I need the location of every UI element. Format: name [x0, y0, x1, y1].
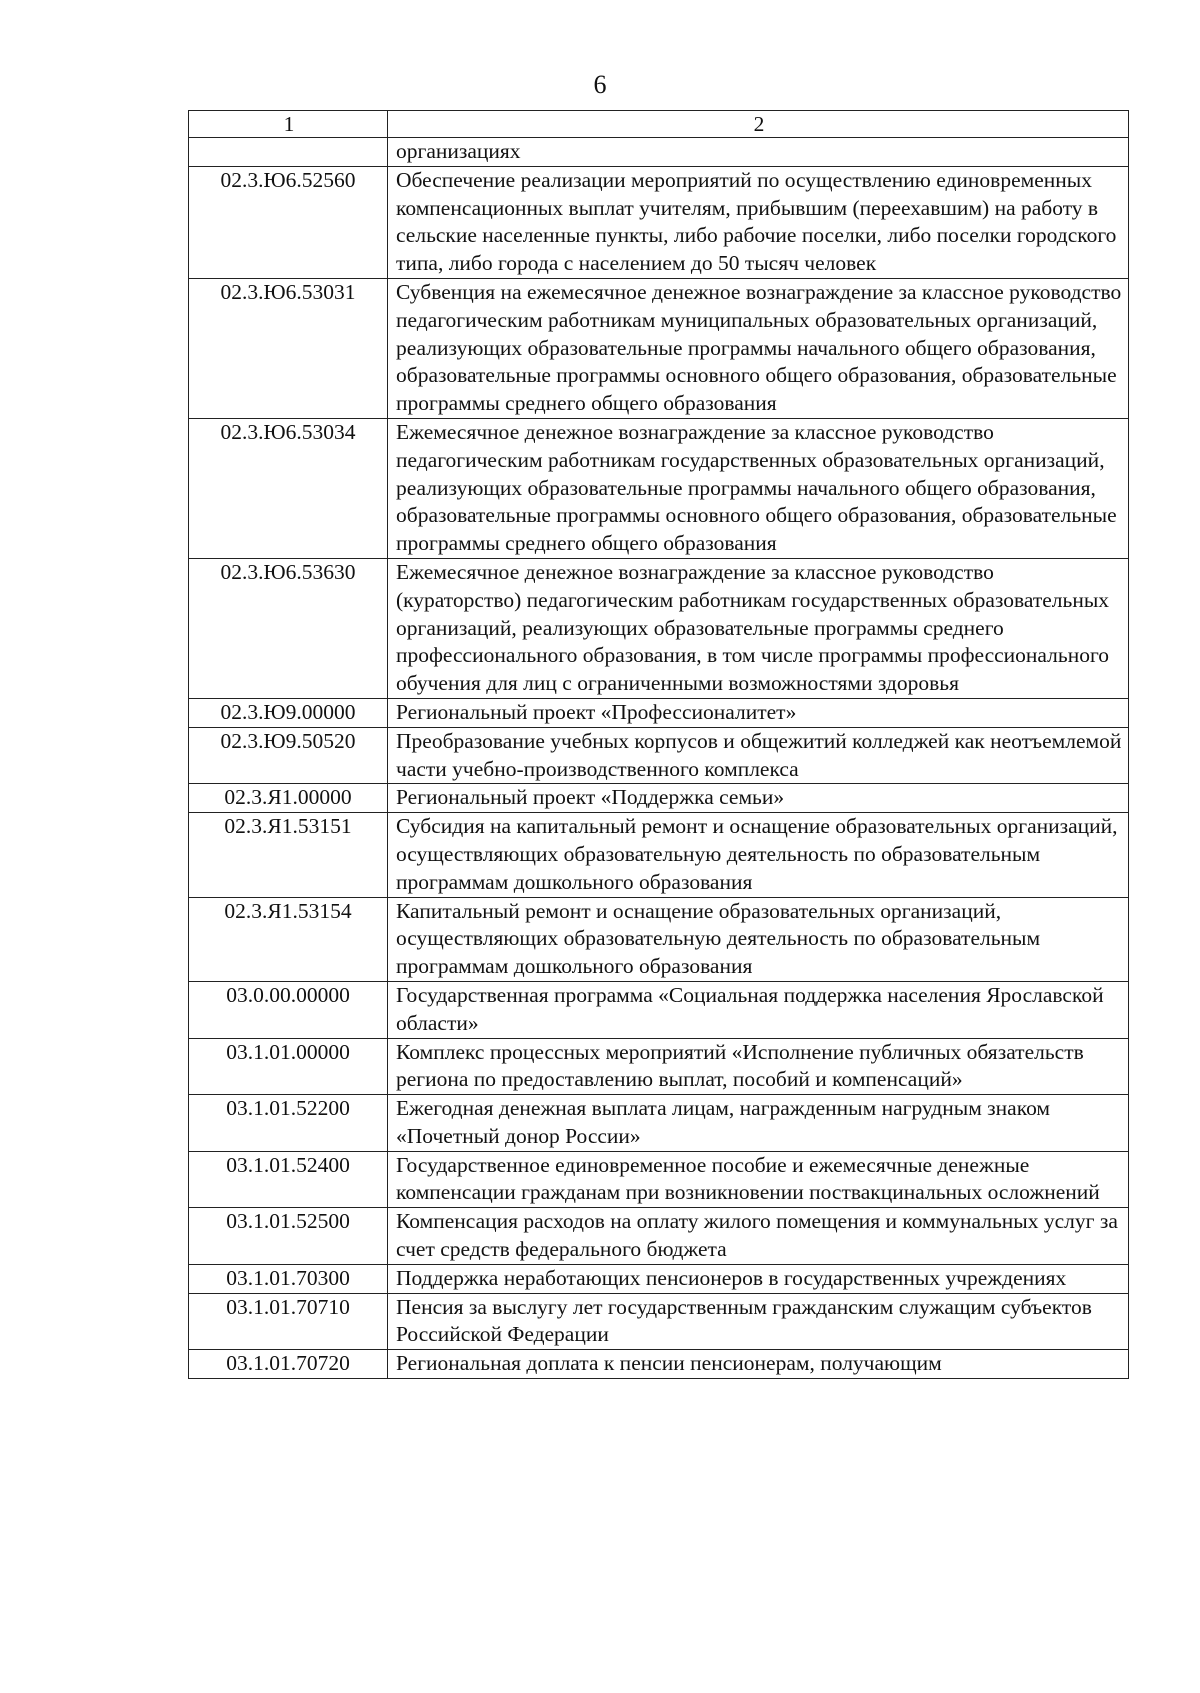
table-row [189, 1208, 1129, 1265]
page-number: 6 [593, 70, 607, 99]
column-header-description: 2 [388, 111, 1129, 138]
table-row [189, 1151, 1129, 1208]
row-code: 03.1.01.52400 [189, 1151, 388, 1208]
row-code [189, 138, 388, 167]
row-description: Субвенция на ежемесячное денежное вознаграждение за классное руководство педагогическим работникам муниципальных образовательных организаций, реализующих образовательные программы начального общего образования, образовательные программы основного общего образования, образовательные программы среднего общего образования [388, 278, 1129, 418]
column-header-code: 1 [189, 111, 388, 138]
row-description: Региональный проект «Поддержка семьи» [388, 784, 1129, 813]
table-row [189, 897, 1129, 981]
row-code: 02.3.Ю6.52560 [189, 166, 388, 278]
table-header-row [189, 111, 1129, 138]
row-description: Субсидия на капитальный ремонт и оснащение образовательных организаций, осуществляющих образовательную деятельность по образовательным программам дошкольного образования [388, 813, 1129, 897]
row-code: 03.1.01.70710 [189, 1293, 388, 1350]
row-code: 03.1.01.70300 [189, 1264, 388, 1293]
budget-classification-table [188, 110, 1129, 1379]
row-description: Ежегодная денежная выплата лицам, награжденным нагрудным знаком «Почетный донор России» [388, 1095, 1129, 1152]
row-description: организациях [388, 138, 1129, 167]
row-description: Обеспечение реализации мероприятий по осуществлению единовременных компенсационных выплат учителям, прибывшим (переехавшим) на работу в сельские населенные пункты, либо рабочие поселки, либо поселки городского типа, либо города с населением до 50 тысяч человек [388, 166, 1129, 278]
row-code: 03.1.01.52500 [189, 1208, 388, 1265]
table-row [189, 1293, 1129, 1350]
row-code: 03.0.00.00000 [189, 981, 388, 1038]
table-row [189, 278, 1129, 418]
table-row [189, 784, 1129, 813]
row-code: 03.1.01.52200 [189, 1095, 388, 1152]
row-code: 02.3.Я1.53154 [189, 897, 388, 981]
row-description: Компенсация расходов на оплату жилого помещения и коммунальных услуг за счет средств федерального бюджета [388, 1208, 1129, 1265]
table-row [189, 558, 1129, 698]
row-code: 02.3.Ю9.50520 [189, 727, 388, 784]
table-row [189, 166, 1129, 278]
row-description: Ежемесячное денежное вознаграждение за классное руководство (кураторство) педагогическим работникам государственных образовательных организаций, реализующих образовательные программы среднего профессионального образования, в том числе программы профессионального обучения для лиц с ограниченными возможностями здоровья [388, 558, 1129, 698]
table-row [189, 727, 1129, 784]
row-description: Пенсия за выслугу лет государственным гражданским служащим субъектов Российской Федерации [388, 1293, 1129, 1350]
row-code: 03.1.01.70720 [189, 1350, 388, 1379]
table-row [189, 1350, 1129, 1379]
table-row [189, 138, 1129, 167]
table-row [189, 1264, 1129, 1293]
row-description: Преобразование учебных корпусов и общежитий колледжей как неотъемлемой части учебно-производственного комплекса [388, 727, 1129, 784]
table-row [189, 698, 1129, 727]
table-row [189, 813, 1129, 897]
table-row [189, 1095, 1129, 1152]
table-row [189, 418, 1129, 558]
row-code: 02.3.Я1.00000 [189, 784, 388, 813]
row-description: Поддержка неработающих пенсионеров в государственных учреждениях [388, 1264, 1129, 1293]
row-code: 02.3.Ю6.53031 [189, 278, 388, 418]
row-description: Ежемесячное денежное вознаграждение за классное руководство педагогическим работникам государственных образовательных организаций, реализующих образовательные программы начального общего образования, образовательные программы основного общего образования, образовательные программы среднего общего образования [388, 418, 1129, 558]
row-description: Региональный проект «Профессионалитет» [388, 698, 1129, 727]
row-code: 02.3.Я1.53151 [189, 813, 388, 897]
table-row [189, 981, 1129, 1038]
row-code: 03.1.01.00000 [189, 1038, 388, 1095]
row-code: 02.3.Ю6.53034 [189, 418, 388, 558]
row-description: Комплекс процессных мероприятий «Исполнение публичных обязательств региона по предоставлению выплат, пособий и компенсаций» [388, 1038, 1129, 1095]
row-code: 02.3.Ю9.00000 [189, 698, 388, 727]
row-description: Государственное единовременное пособие и ежемесячные денежные компенсации гражданам при возникновении поствакцинальных осложнений [388, 1151, 1129, 1208]
row-code: 02.3.Ю6.53630 [189, 558, 388, 698]
row-description: Региональная доплата к пенсии пенсионерам, получающим [388, 1350, 1129, 1379]
row-description: Капитальный ремонт и оснащение образовательных организаций, осуществляющих образовательную деятельность по образовательным программам дошкольного образования [388, 897, 1129, 981]
row-description: Государственная программа «Социальная поддержка населения Ярославской области» [388, 981, 1129, 1038]
table-row [189, 1038, 1129, 1095]
